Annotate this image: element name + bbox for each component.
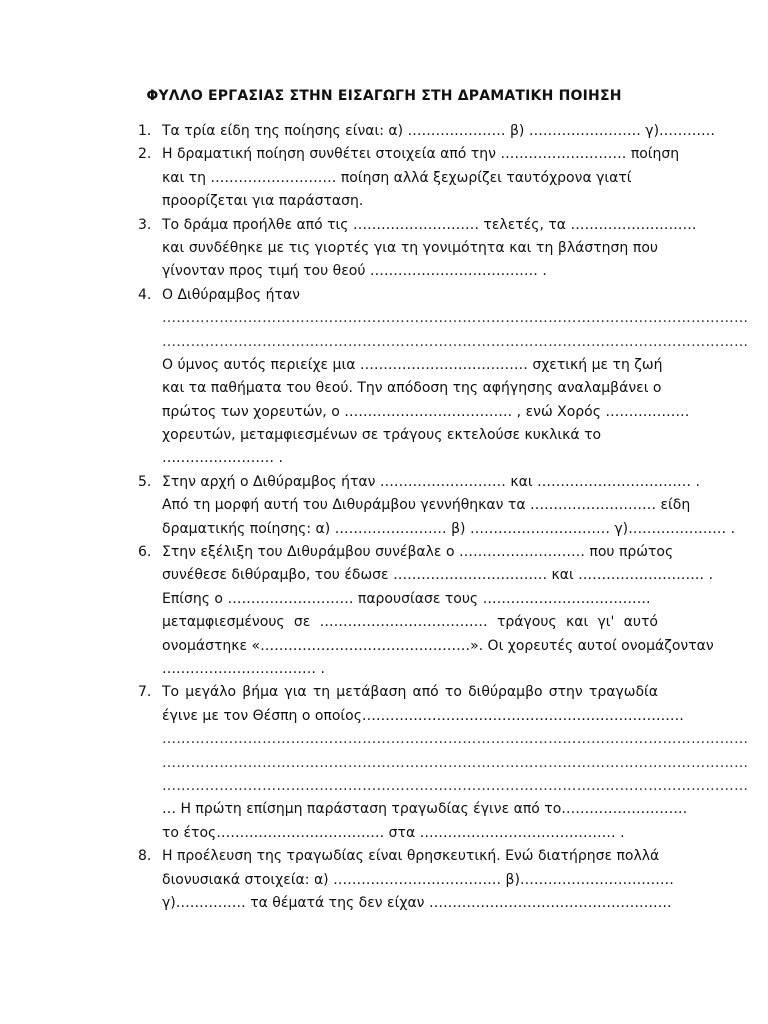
question-line: Επίσης ο ……………………… παρουσίασε τους ……………………………… — [162, 590, 651, 607]
question-line: Το δράμα προήλθε από τις ……………………… τελετές, τα ……………………… — [162, 216, 697, 233]
question-line: προορίζεται για παράσταση. — [162, 193, 364, 210]
question-number: 4. — [138, 286, 152, 303]
question-line: Στην εξέλιξη του Διθυράμβου συνέβαλε ο ……………………… που πρώτος — [162, 544, 674, 561]
answer-blank-line: …………………………………………………………………………………………………………… — [162, 731, 749, 748]
question-number: 8. — [138, 848, 152, 865]
question-line: ονομάστηκε «………………………………………». Οι χορευτές αυτοί ονομάζονταν — [162, 637, 714, 654]
question-text — [162, 541, 714, 681]
question-text — [162, 143, 680, 213]
question-line: συνέθεσε διθύραμβο, του έδωσε …………………………… και ……………………… . — [162, 567, 714, 584]
question-line: πρώτος των χορευτών, ο ……………………………… , ενώ Χορός ……………… — [162, 403, 690, 420]
question-item — [138, 214, 697, 284]
question-text — [162, 120, 716, 143]
question-item — [138, 284, 749, 471]
question-number: 3. — [138, 216, 152, 233]
question-number: 5. — [138, 473, 152, 490]
question-item — [138, 541, 714, 681]
question-line: μεταμφιεσμένους σε ……………………………… τράγους και γι' αυτό — [162, 614, 658, 631]
question-text — [162, 214, 697, 284]
question-item — [138, 120, 716, 143]
question-line: και τα παθήματα του θεού. Την απόδοση της αφήγησης αναλαμβάνει ο — [162, 380, 662, 397]
question-number: 6. — [138, 544, 152, 561]
question-line: Η προέλευση της τραγωδίας είναι θρησκευτική. Ενώ διατήρησε πολλά — [162, 848, 660, 865]
question-line: δραματικής ποίησης: α) …………………… β) ………………………… γ)………………… . — [162, 520, 736, 537]
question-line: έγινε με τον Θέσπη ο οποίος…………………………………………………………… — [162, 707, 684, 724]
question-number: 7. — [138, 684, 152, 701]
answer-blank-line: …………………………………………………………………………………………………………… — [162, 754, 749, 771]
question-number: 1. — [138, 123, 152, 139]
question-text — [162, 284, 749, 471]
question-line: …………………………… . — [162, 660, 325, 677]
question-line: Στην αρχή ο Διθύραμβος ήταν ……………………… και …………………………… . — [162, 473, 700, 490]
question-line: χορευτών, μεταμφιεσμένων σε τράγους εκτελούσε κυκλικά το — [162, 427, 602, 444]
question-number: 2. — [138, 146, 152, 163]
question-line: Η δραματική ποίηση συνθέτει στοιχεία από την ……………………… ποίηση — [162, 146, 680, 163]
question-line: το έτος……………………………… στα …………………………………… . — [162, 824, 625, 841]
question-line: και συνδέθηκε με τις γιορτές για τη γονιμότητα και τη βλάστηση που — [162, 239, 658, 256]
answer-blank-line: …………………………………………………………………………………………………………… — [162, 310, 749, 327]
question-line: Τα τρία είδη της ποίησης είναι: α) ………………… β) …………………… γ)………… — [162, 123, 716, 139]
question-line: Ο Διθύραμβος ήταν — [162, 286, 300, 303]
question-text — [162, 681, 749, 845]
question-line: γ)…………… τα θέματά της δεν είχαν ……………………………………………. — [162, 894, 672, 911]
question-item — [138, 471, 736, 541]
question-item — [138, 681, 749, 845]
question-line: … Η πρώτη επίσημη παράσταση τραγωδίας έγινε από το……………………… — [162, 801, 688, 818]
question-line: Από τη μορφή αυτή του Διθυράμβου γεννήθηκαν τα ……………………… είδη — [162, 497, 691, 514]
question-text — [162, 471, 736, 541]
answer-blank-line: …………………………………………………………………………………………………………… — [162, 333, 749, 350]
question-text — [162, 845, 674, 915]
question-item — [138, 845, 674, 915]
answer-blank-line: …………………………………………………………………………………………………………… — [162, 777, 749, 794]
question-line: …………………… . — [162, 450, 283, 467]
question-list — [138, 120, 749, 915]
question-line: Ο ύμνος αυτός περιείχε μια ……………………………… σχετική με τη ζωή — [162, 356, 663, 373]
question-line: γίνονταν προς τιμή του θεού ……………………………… . — [162, 263, 547, 280]
question-line: και τη ……………………… ποίηση αλλά ξεχωρίζει ταυτόχρονα γιατί — [162, 169, 632, 186]
question-line: Το μεγάλο βήμα για τη μετάβαση από το διθύραμβο στην τραγωδία — [162, 684, 658, 701]
question-item — [138, 143, 680, 213]
worksheet-title: ΦΥΛΛΟ ΕΡΓΑΣΙΑΣ ΣΤΗΝ ΕΙΣΑΓΩΓΗ ΣΤΗ ΔΡΑΜΑΤΙΚΗ ΠΟΙΗΣΗ — [146, 88, 622, 104]
question-line: διονυσιακά στοιχεία: α) ……………………………… β)…………………………… — [162, 871, 674, 888]
